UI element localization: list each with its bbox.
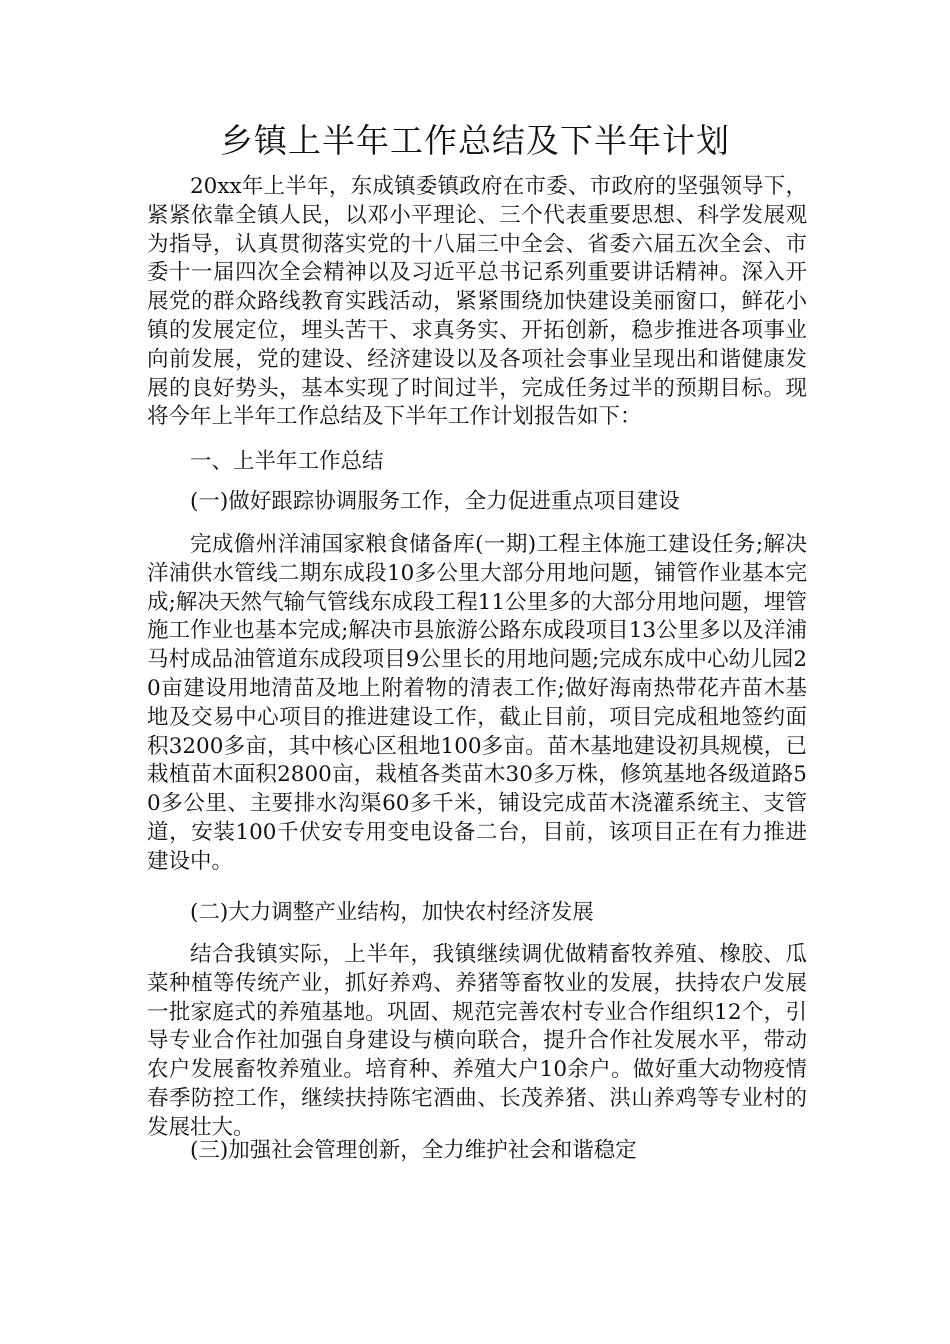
subsection-heading-projects: (一)做好跟踪协调服务工作，全力促进重点项目建设: [190, 489, 680, 514]
subsection-heading-social-management: (三)加强社会管理创新，全力维护社会和谐稳定: [190, 1138, 637, 1163]
document-title: 乡镇上半年工作总结及下半年计划: [220, 121, 730, 160]
section-heading-summary: 一、上半年工作总结: [190, 449, 384, 474]
industry-paragraph: 结合我镇实际，上半年，我镇继续调优做精畜牧养殖、橡胶、瓜菜种植等传统产业，抓好养鸡、养猪等畜牧业的发展，扶持农户发展一批家庭式的养殖基地。巩固、规范完善农村专业合作组织12个，引导专业合作社加强自身建设与横向联合，提升合作社发展水平，带动农户发展畜牧养殖业。培育种、养殖大户10余户。做好重大动物疫情春季防控工作，继续扶持陈宅酒曲、长茂养猪、洪山养鸡等专业村的发展壮大。: [147, 942, 807, 1140]
intro-paragraph: 20xx年上半年，东成镇委镇政府在市委、市政府的坚强领导下，紧紧依靠全镇人民，以邓小平理论、三个代表重要思想、科学发展观为指导，认真贯彻落实党的十八届三中全会、省委六届五次全会、市委十一届四次全会精神以及习近平总书记系列重要讲话精神。深入开展党的群众路线教育实践活动，紧紧围绕加快建设美丽窗口，鲜花小镇的发展定位，埋头苦干、求真务实、开拓创新，稳步推进各项事业向前发展，党的建设、经济建设以及各项社会事业呈现出和谐健康发展的良好势头，基本实现了时间过半，完成任务过半的预期目标。现将今年上半年工作总结及下半年工作计划报告如下：: [147, 174, 807, 430]
subsection-heading-industry: (二)大力调整产业结构，加快农村经济发展: [190, 900, 594, 925]
projects-paragraph: 完成儋州洋浦国家粮食储备库(一期)工程主体施工建设任务;解决洋浦供水管线二期东成段10多公里大部分用地问题，铺管作业基本完成;解决天然气输气管线东成段工程11公里多的大部分用地问题，埋管施工作业也基本完成;解决市县旅游公路东成段项目13公里多以及洋浦马村成品油管道东成段项目9公里长的用地问题;完成东成中心幼儿园20亩建设用地清苗及地上附着物的清表工作;做好海南热带花卉苗木基地及交易中心项目的推进建设工作，截止目前，项目完成租地签约面积3200多亩，其中核心区租地100多亩。苗木基地建设初具规模，已栽植苗木面积2800亩，栽植各类苗木30多万株，修筑基地各级道路50多公里、主要排水沟渠60多千米，铺设完成苗木浇灌系统主、支管道，安装100千伏安专用变电设备二台，目前，该项目正在有力推进建设中。: [147, 532, 807, 874]
